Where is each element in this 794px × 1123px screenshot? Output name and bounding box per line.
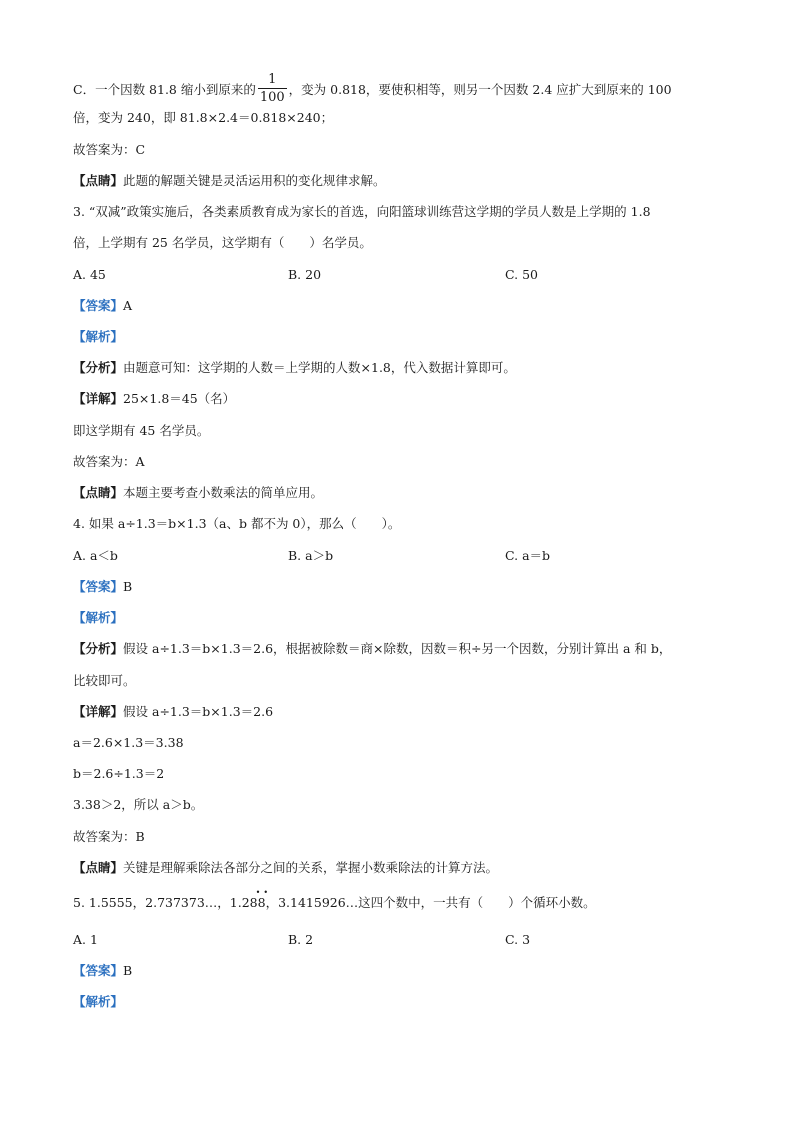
analyze-text: 由题意可知：这学期的人数＝上学期的人数×1.8，代入数据计算即可。 xyxy=(123,360,516,375)
comment-text: 此题的解题关键是灵活运用积的变化规律求解。 xyxy=(123,173,386,188)
detail-text: 25×1.8＝45（名） xyxy=(123,391,236,406)
q5-stem-text-2: ，3.1415926…这四个数中，一共有（ ）个循环小数。 xyxy=(265,895,596,910)
analyze-tag: 【分析】 xyxy=(73,641,124,656)
repeating-digits xyxy=(249,888,272,911)
q2-option-c-line1 xyxy=(73,73,672,108)
q4-answer xyxy=(73,579,132,595)
q3-final-answer: 故答案为：A xyxy=(73,454,145,469)
q4-comment xyxy=(73,860,498,876)
q4-option-c: C. a＝b xyxy=(505,548,551,563)
q4-option-a: A. a＜b xyxy=(73,548,118,563)
analyze-tag: 【分析】 xyxy=(73,360,124,375)
analyze-text: 假设 a÷1.3＝b×1.3＝2.6，根据被除数＝商×除数，因数＝积÷另一个因数，分别计算出 a 和 b， xyxy=(123,641,672,656)
q2-final-answer: 故答案为：C xyxy=(73,142,146,157)
answer-tag: 【答案】 xyxy=(73,579,124,594)
analysis-tag: 【解析】 xyxy=(73,329,124,344)
answer-value: B xyxy=(123,579,133,594)
analysis-tag: 【解析】 xyxy=(73,610,124,625)
detail-tag: 【详解】 xyxy=(73,391,124,406)
analysis-tag: 【解析】 xyxy=(73,994,124,1009)
q4-analysis-heading xyxy=(73,610,123,626)
q3-option-c: C. 50 xyxy=(505,267,538,282)
comment-tag: 【点睛】 xyxy=(73,485,124,500)
q5-stem xyxy=(73,888,596,911)
comment-text: 本题主要考查小数乘法的简单应用。 xyxy=(123,485,324,500)
q3-comment xyxy=(73,485,323,501)
q3-detail xyxy=(73,391,235,407)
q4-analyze xyxy=(73,641,671,657)
q3-answer xyxy=(73,298,132,314)
detail-text: 假设 a÷1.3＝b×1.3＝2.6 xyxy=(123,704,274,719)
q5-answer xyxy=(73,963,132,979)
q3-option-b: B. 20 xyxy=(288,267,322,282)
q2-option-c-line2: 倍，变为 240，即 81.8×2.4＝0.818×240； xyxy=(73,110,334,125)
answer-value: A xyxy=(123,298,133,313)
fraction-denominator: 100 xyxy=(259,90,285,105)
q4-option-b: B. a＞b xyxy=(288,548,334,563)
q3-analyze xyxy=(73,360,516,376)
comment-tag: 【点睛】 xyxy=(73,860,124,875)
q3-stem-line1: 3. “双减”政策实施后，各类素质教育成为家长的首选，向阳篮球训练营这学期的学员人数是上学期的 1.8 xyxy=(73,204,651,219)
fraction-numerator: 1 xyxy=(268,72,277,87)
q5-option-b: B. 2 xyxy=(288,932,314,947)
q4-final-answer: 故答案为：B xyxy=(73,829,145,844)
q3-option-a: A. 45 xyxy=(73,267,106,282)
q3-analysis-heading xyxy=(73,329,123,345)
q4-detail xyxy=(73,704,273,720)
q4-compare: 3.38＞2，所以 a＞b。 xyxy=(73,797,204,812)
comment-text: 关键是理解乘除法各部分之间的关系，掌握小数乘除法的计算方法。 xyxy=(123,860,499,875)
detail-tag: 【详解】 xyxy=(73,704,124,719)
q5-analysis-heading xyxy=(73,994,123,1010)
q2-option-c-text-2: ，变为 0.818，要使积相等，则另一个因数 2.4 应扩大到原来的 100 xyxy=(288,82,672,97)
q2-comment xyxy=(73,173,386,189)
answer-value: B xyxy=(123,963,133,978)
comment-tag: 【点睛】 xyxy=(73,173,124,188)
q5-stem-text-1: 5. 1.5555，2.737373…，1.2 xyxy=(73,895,250,910)
q4-calc-b: b＝2.6÷1.3＝2 xyxy=(73,766,165,781)
q5-option-c: C. 3 xyxy=(505,932,531,947)
q4-stem: 4. 如果 a÷1.3＝b×1.3（a、b 都不为 0），那么（ ）。 xyxy=(73,516,401,531)
q4-analyze-line2: 比较即可。 xyxy=(73,673,136,688)
q3-detail-line2: 即这学期有 45 名学员。 xyxy=(73,423,210,438)
q2-option-c-text-1: C．一个因数 81.8 缩小到原来的 xyxy=(73,82,256,97)
answer-tag: 【答案】 xyxy=(73,298,124,313)
repeat-dots: •• xyxy=(255,888,272,897)
fraction xyxy=(258,71,287,106)
repeating-digits-text: 88 xyxy=(249,895,266,910)
q4-calc-a: a＝2.6×1.3＝3.38 xyxy=(73,735,184,750)
q3-stem-line2: 倍，上学期有 25 名学员，这学期有（ ）名学员。 xyxy=(73,235,372,250)
q5-option-a: A. 1 xyxy=(73,932,98,947)
answer-tag: 【答案】 xyxy=(73,963,124,978)
